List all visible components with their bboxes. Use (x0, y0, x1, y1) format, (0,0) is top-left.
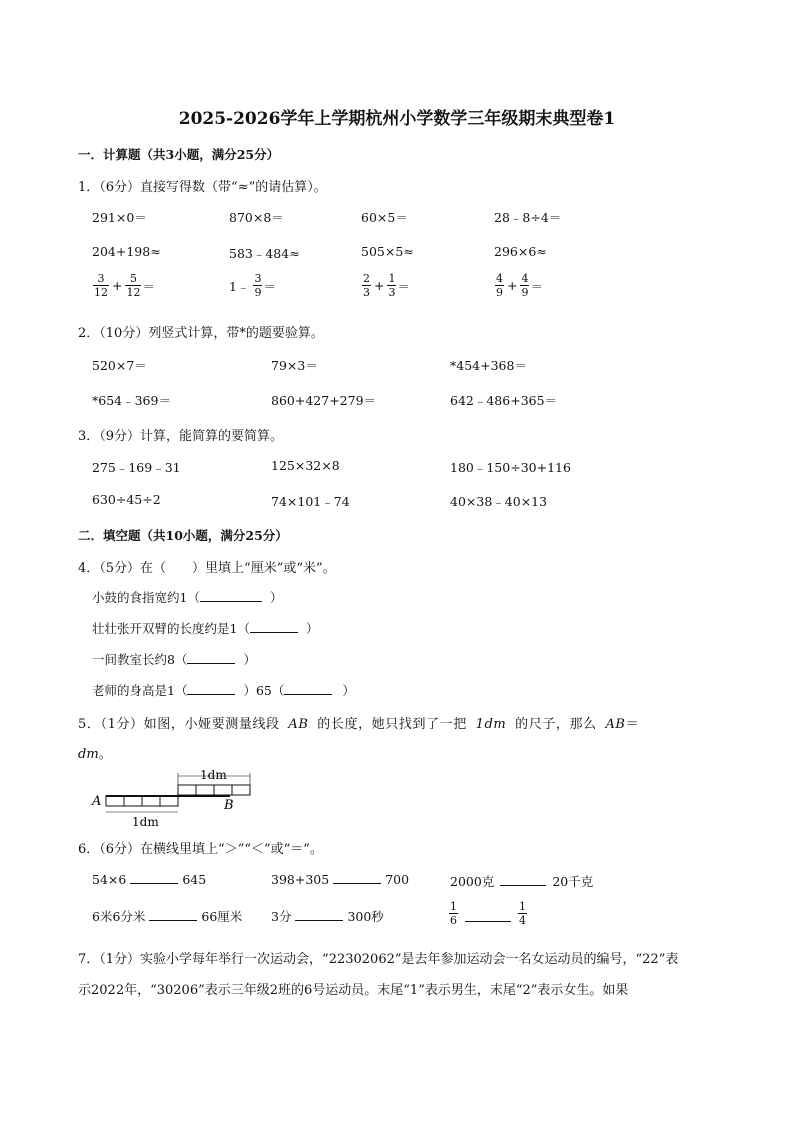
q1-item: 291×0＝ (92, 210, 147, 225)
fraction: $\frac{3}{12}$ (94, 272, 108, 299)
q2-item: 642﹣486+365＝ (450, 393, 558, 408)
fraction: $\frac{1}{3}$ (388, 272, 396, 299)
point-b-label: B (224, 798, 234, 813)
q1-fraction-item: $\frac{3}{12}$ + $\frac{5}{12}$ ＝ (94, 272, 155, 299)
q1-fraction-item: $\frac{2}{3}$ + $\frac{1}{3}$ ＝ (363, 272, 410, 299)
q1-item: 870×8＝ (229, 210, 284, 225)
q4-line: 壮壮张开双臂的长度约是1（ ） (92, 621, 319, 636)
question-6-stem: 6．（6分）在横线里填上“＞”“＜”或“＝”。 (78, 842, 323, 857)
question-7-line2: 示2022年，“30206”表示三年级2班的6号运动员。末尾“1”表示男生，末尾“2”表示女生。如果 (78, 983, 629, 998)
fraction: $\frac{3}{9}$ (254, 272, 262, 299)
q3-item: 630÷45÷2 (92, 492, 161, 507)
question-5-stem-cont: dm。 (78, 747, 112, 762)
lower-ruler-label: 1dm (132, 815, 159, 829)
answer-blank[interactable] (149, 920, 197, 921)
q1-item: 28﹣8÷4＝ (494, 210, 562, 225)
page-title: 2025-2026学年上学期杭州小学数学三年级期末典型卷1 (178, 109, 616, 129)
point-a-label: A (92, 794, 102, 809)
q1-fraction-item: 1﹣ $\frac{3}{9}$ ＝ (229, 272, 276, 299)
q4-line: 一间教室长约8（ ） (92, 652, 256, 667)
q3-item: 275﹣169﹣31 (92, 460, 181, 475)
answer-blank[interactable] (200, 601, 262, 602)
q6-fraction-compare (448, 900, 528, 927)
question-3-stem: 3．（9分）计算，能简算的要简算。 (78, 429, 284, 444)
question-4-stem: 4．（5分）在（ ）里填上“厘米”或“米”。 (78, 561, 336, 576)
fraction: $\frac{4}{9}$ (496, 272, 503, 299)
fraction: $\frac{1}{6}$ (450, 900, 457, 927)
q6-compare-item: 398+305 700 (271, 872, 410, 887)
answer-blank[interactable] (187, 694, 235, 695)
q4-line: 老师的身高是1（ ）65（ ） (92, 683, 355, 698)
fraction: $\frac{2}{3}$ (363, 272, 370, 299)
question-2-stem: 2．（10分）列竖式计算，带*的题要验算。 (78, 326, 324, 341)
q2-item: 79×3＝ (271, 358, 318, 373)
q2-item: *454+368＝ (450, 358, 527, 373)
section-heading-calculation: 一．计算题（共3小题，满分25分） (78, 147, 280, 162)
upper-ruler-label: 1dm (200, 768, 227, 782)
q1-item: 296×6≈ (494, 244, 547, 259)
section-heading-fill-in: 二．填空题（共10小题，满分25分） (78, 528, 288, 543)
answer-blank[interactable] (333, 883, 381, 884)
answer-blank[interactable] (465, 921, 511, 922)
q3-item: 180﹣150÷30+116 (450, 460, 571, 475)
q2-item: 520×7＝ (92, 358, 147, 373)
q6-compare-item: 54×6 645 (92, 872, 207, 887)
answer-blank[interactable] (500, 885, 546, 886)
q1-item: 505×5≈ (361, 244, 414, 259)
q1-item: 60×5＝ (361, 210, 408, 225)
answer-blank[interactable] (250, 632, 298, 633)
q1-item: 204+198≈ (92, 244, 161, 259)
answer-blank[interactable] (187, 663, 235, 664)
q6-compare-item: 3分 300秒 (271, 909, 384, 924)
answer-blank[interactable] (295, 920, 343, 921)
fraction: $\frac{1}{4}$ (519, 900, 526, 927)
answer-blank[interactable] (284, 694, 332, 695)
q1-item: 583﹣484≈ (229, 246, 300, 261)
q4-line: 小鼓的食指宽约1（ ） (92, 590, 283, 605)
question-1-stem: 1．（6分）直接写得数（带“≈”的请估算）。 (78, 180, 327, 195)
ruler-measurement-figure (90, 766, 260, 830)
fraction: $\frac{5}{12}$ (126, 272, 141, 299)
answer-blank[interactable] (130, 883, 178, 884)
question-5-stem: 5．（1分）如图，小娅要测量线段 AB 的长度，她只找到了一把 1dm 的尺子，那么 AB＝ (78, 717, 640, 732)
q3-item: 40×38﹣40×13 (450, 494, 548, 509)
q3-item: 125×32×8 (271, 458, 340, 473)
fraction: $\frac{4}{9}$ (521, 272, 529, 299)
q1-fraction-item: $\frac{4}{9}$ + $\frac{4}{9}$ ＝ (496, 272, 543, 299)
q3-item: 74×101﹣74 (271, 494, 350, 509)
q2-item: 860+427+279＝ (271, 393, 377, 408)
q6-compare-item: 6米6分米 66厘米 (92, 909, 243, 924)
q2-item: *654﹣369＝ (92, 393, 171, 408)
q6-compare-item: 2000克 20千克 (450, 874, 594, 889)
question-7-line1: 7．（1分）实验小学每年举行一次运动会，“22302062”是去年参加运动会一名女运动员的编号，“22”表 (78, 952, 679, 967)
